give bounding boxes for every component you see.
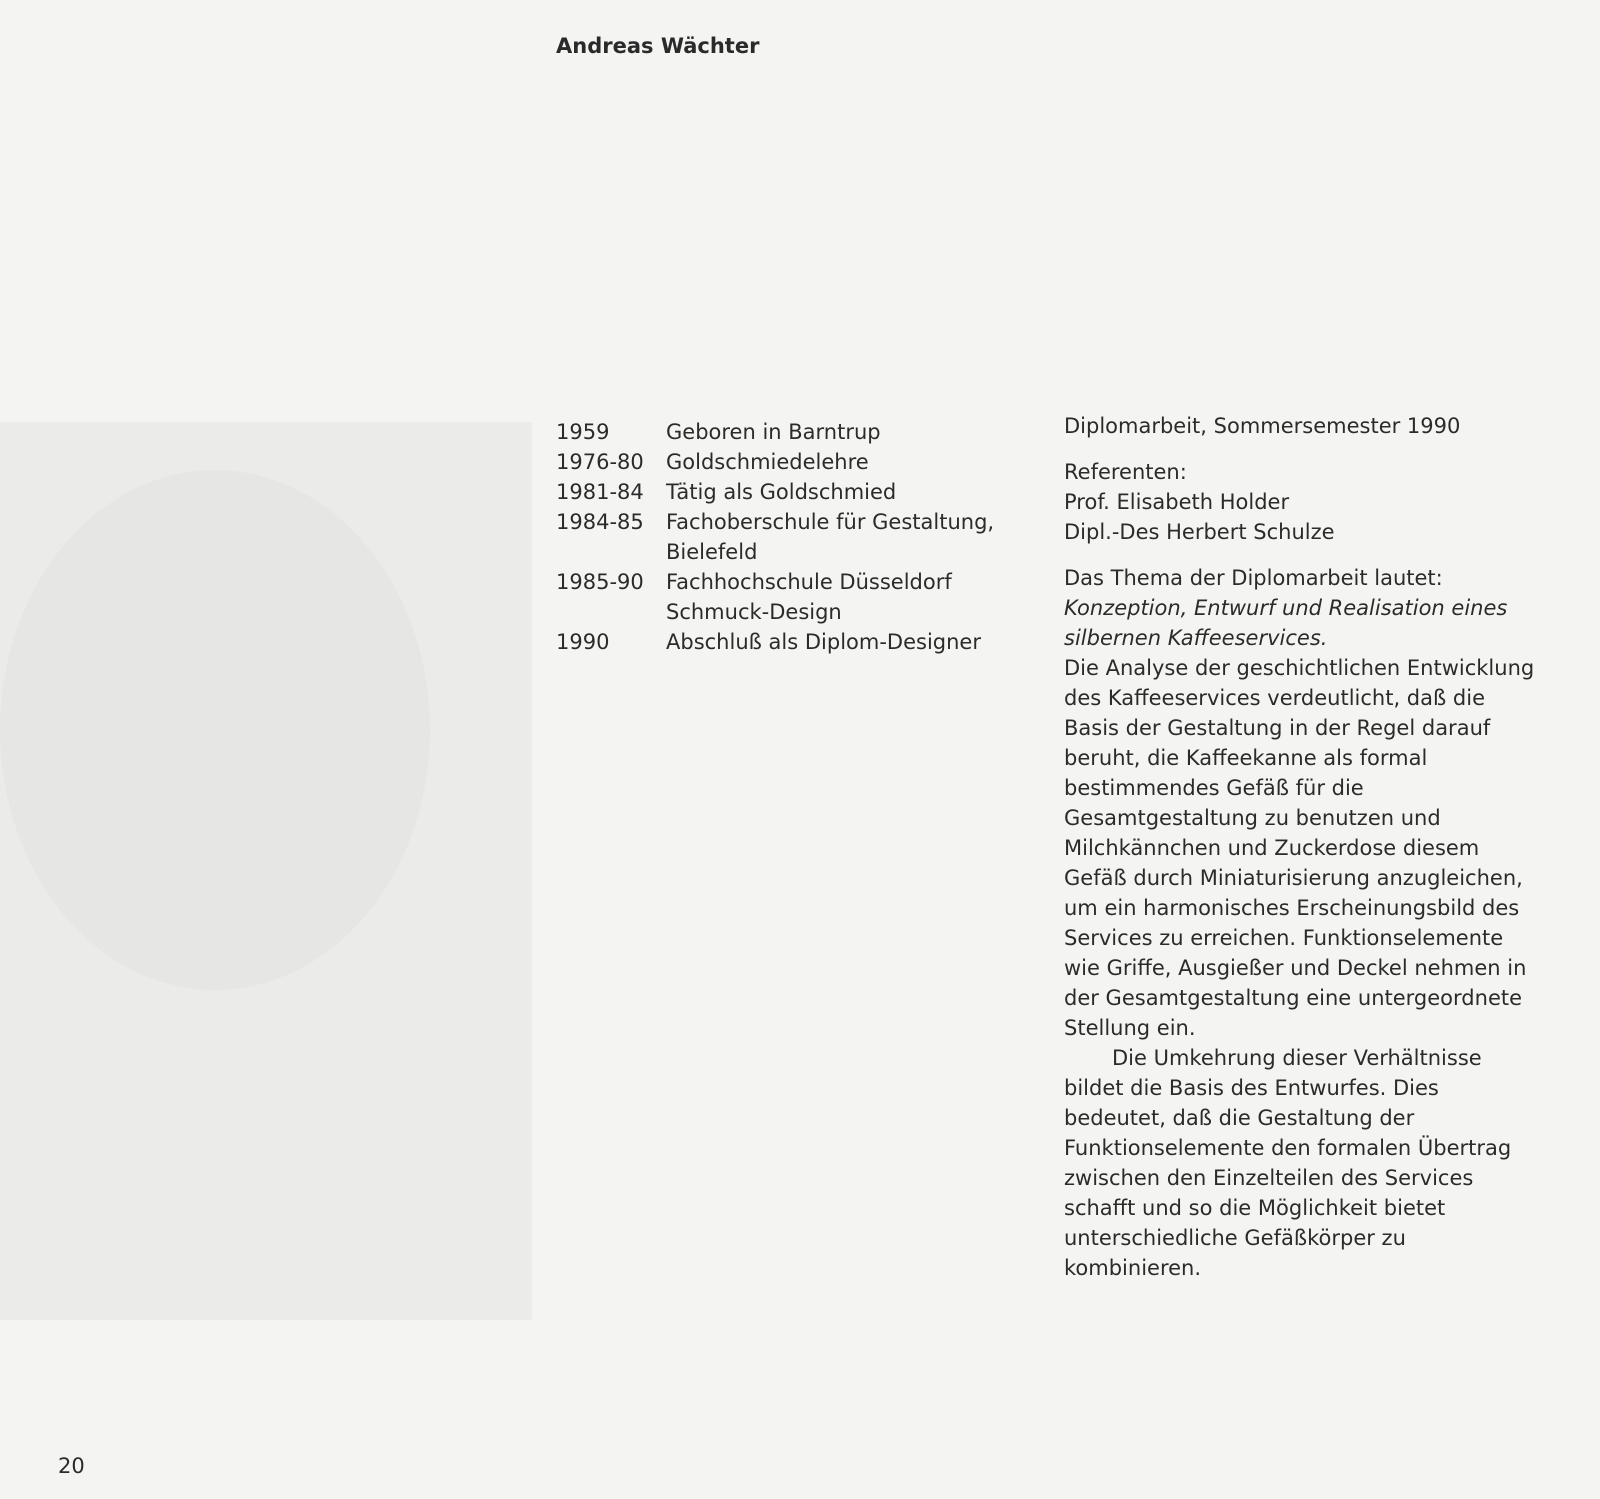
referees-label: Referenten: [1064, 460, 1187, 484]
bio-text: Goldschmiedelehre [666, 450, 869, 474]
bio-row [556, 417, 1036, 447]
bio-row [556, 447, 1036, 477]
bio-row [556, 477, 1036, 507]
bio-text: Tätig als Goldschmied [666, 480, 897, 504]
topic-title: Konzeption, Entwurf und Realisation eines silbernen Kaffeeservices. [1064, 596, 1508, 650]
diploma-info [1064, 411, 1544, 1283]
author-name: Andreas Wächter [556, 34, 760, 58]
bio-year: 1976-80 [556, 450, 644, 474]
bio-text: Fachoberschule für Gestaltung, Bielefeld [666, 510, 995, 564]
analysis-paragraph: Die Analyse der geschichtlichen Entwicklung des Kaffeeservices verdeutlicht, daß die Basis der Gestaltung in der Regel darauf beruht, die Kaffeekanne als formal bestimmendes Gefäß für die Gesamtgestaltung zu benutzen und Milchkännchen und Zuckerdose diesem Gefäß durch Miniaturisierung anzugleichen, um ein harmonisches Erscheinungsbild des Services zu erreichen. Funktionselemente wie Griffe, Ausgießer und Deckel nehmen in der Gesamtgestaltung eine untergeordnete Stellung ein. [1064, 656, 1535, 1040]
bio-text: Abschluß als Diplom-Designer [666, 630, 981, 654]
bio-year: 1959 [556, 420, 610, 444]
topic-intro: Das Thema der Diplomarbeit lautet: [1064, 566, 1443, 590]
bio-text: Fachhochschule Düsseldorf Schmuck-Design [666, 570, 952, 624]
referee-2: Dipl.-Des Herbert Schulze [1064, 520, 1335, 544]
show-through-shape [0, 470, 430, 990]
bio-row [556, 507, 1036, 567]
bio-year: 1984-85 [556, 510, 644, 534]
page-number: 20 [58, 1454, 85, 1478]
diploma-semester: Diplomarbeit, Sommersemester 1990 [1064, 414, 1461, 438]
referee-1: Prof. Elisabeth Holder [1064, 490, 1290, 514]
bio-row [556, 627, 1036, 657]
bio-year: 1981-84 [556, 480, 644, 504]
biography-list [556, 417, 1036, 657]
bio-year: 1990 [556, 630, 610, 654]
design-paragraph: Die Umkehrung dieser Verhältnisse bildet die Basis des Entwurfes. Dies bedeutet, daß die Gestaltung der Funktionselemente den formalen Übertrag zwischen den Einzelteilen des Services schafft und so die Möglichkeit bietet unterschiedliche Gefäßkörper zu kombinieren. [1064, 1046, 1512, 1280]
bio-row [556, 567, 1036, 627]
bio-year: 1985-90 [556, 570, 644, 594]
bio-text: Geboren in Barntrup [666, 420, 881, 444]
